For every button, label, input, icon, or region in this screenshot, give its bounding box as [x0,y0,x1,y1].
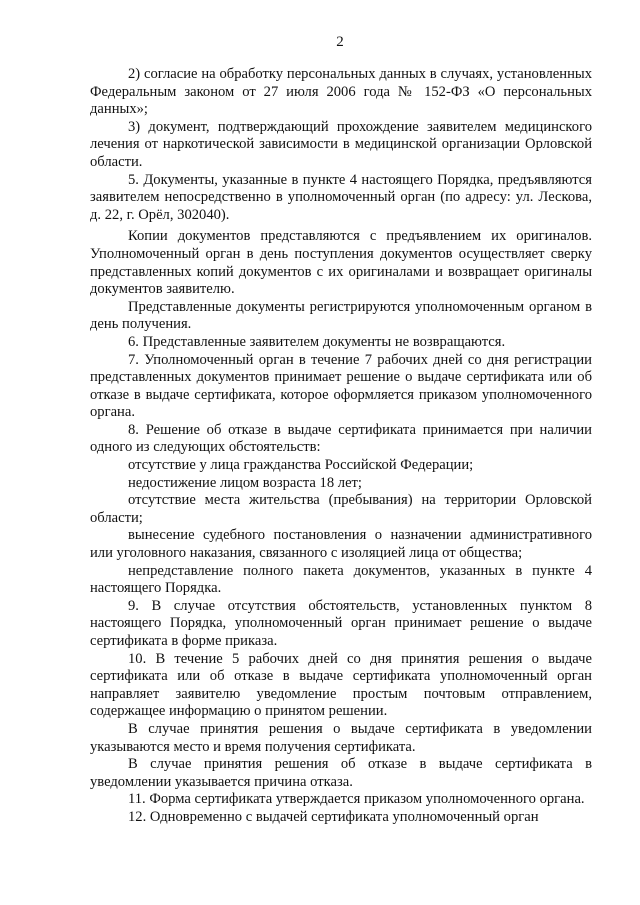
list-item-court-decision: вынесение судебного постановления о назначении административного или уголовного наказания, связанного с изоляцией лица от общества; [90,527,592,562]
list-item-incomplete-documents: непредставление полного пакета документов, указанных в пункте 4 настоящего Порядка. [90,562,592,597]
document-body [90,66,592,827]
paragraph-refusal-notice: В случае принятия решения об отказе в выдаче сертификата в уведомлении указывается причина отказа. [90,756,592,790]
list-item-no-residence: отсутствие места жительства (пребывания) на территории Орловской области; [90,492,592,526]
paragraph-item-12: 12. Одновременно с выдачей сертификата уполномоченный орган [128,808,539,825]
paragraph-approval-notice: В случае принятия решения о выдаче сертификата в уведомлении указываются место и время получения сертификата. [90,720,592,755]
paragraph-item-6: 6. Представленные заявителем документы не возвращаются. [128,333,506,350]
paragraph-item-9: 9. В случае отсутствия обстоятельств, установленных пунктом 8 настоящего Порядка, уполномоченный орган принимает решение о выдаче сертификата в форме приказа. [90,597,592,649]
paragraph-document-copies: Копии документов представляются с предъявлением их оригиналов. Уполномоченный орган в день поступления документов осуществляет сверку представленных копий документов с их оригиналами и возвращает оригиналы документов заявителю. [90,228,592,298]
paragraph-item-10: 10. В течение 5 рабочих дней со дня принятия решения о выдаче сертификата или об отказе в выдаче сертификата уполномоченный орган направляет заявителю уведомление простым почтовым отправлением, содержащее информацию о принятом решении. [90,650,592,720]
list-item-under-18: недостижение лицом возраста 18 лет; [128,474,362,491]
paragraph-item-11: 11. Форма сертификата утверждается приказом уполномоченного органа. [128,791,585,808]
paragraph-consent-personal-data: 2) согласие на обработку персональных данных в случаях, установленных Федеральным законом от 27 июля 2006 года № 152-ФЗ «О персональных данных»; [90,66,592,118]
paragraph-medical-treatment-document: 3) документ, подтверждающий прохождение заявителем медицинского лечения от наркотической зависимости в медицинской организации Орловской области. [90,118,592,170]
paragraph-item-5: 5. Документы, указанные в пункте 4 настоящего Порядка, предъявляются заявителем непосредственно в уполномоченный орган (по адресу: ул. Лескова, д. 22, г. Орёл, 302040). [90,171,592,223]
paragraph-registration: Представленные документы регистрируются уполномоченным органом в день получения. [90,298,592,333]
paragraph-item-7: 7. Уполномоченный орган в течение 7 рабочих дней со дня регистрации представленных документов принимает решение о выдаче сертификата или об отказе в выдаче сертификата, которое оформляется приказом уполномоченного органа. [90,351,592,421]
page-number: 2 [336,34,344,50]
list-item-no-citizenship: отсутствие у лица гражданства Российской Федерации; [128,457,474,474]
paragraph-item-8: 8. Решение об отказе в выдаче сертификата принимается при наличии одного из следующих обстоятельств: [90,421,592,456]
